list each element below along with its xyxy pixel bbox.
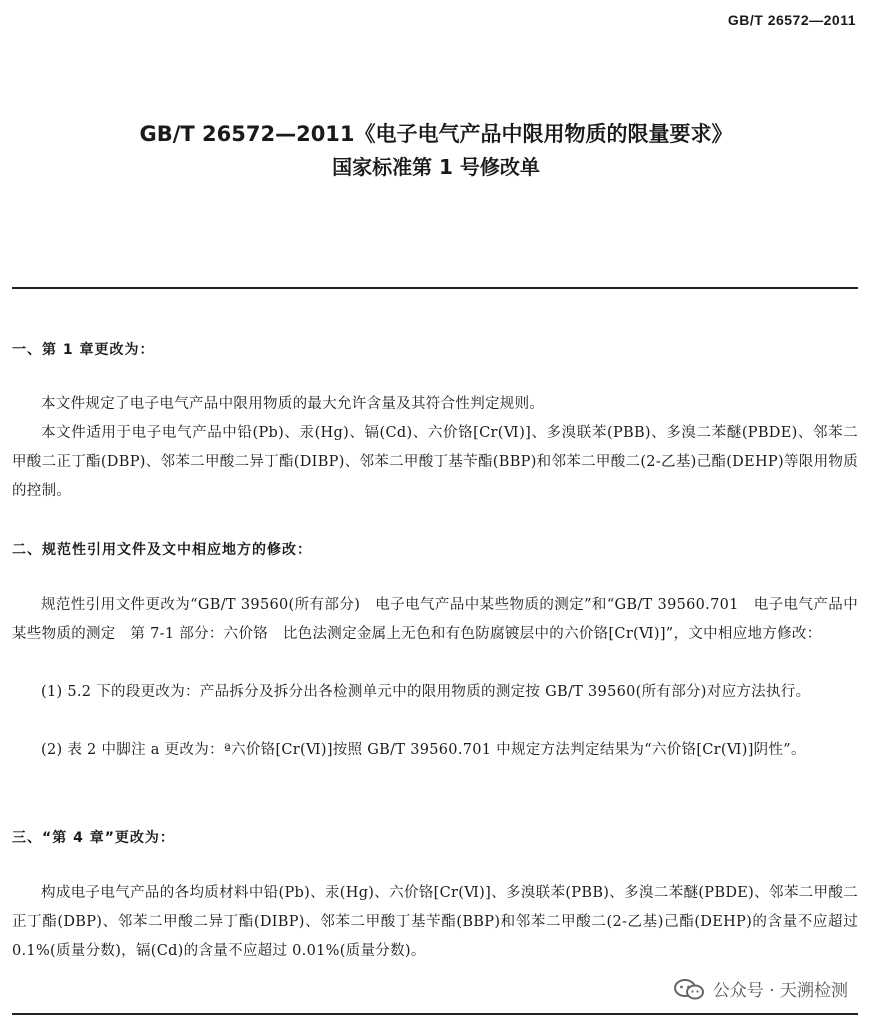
document-code: GB/T 26572—2011 xyxy=(727,12,856,28)
section-1-paragraph-1: 本文件规定了电子电气产品中限用物质的最大允许含量及其符合性判定规则。 xyxy=(41,396,545,412)
section-2-paragraph-2: (1) 5.2 下的段更改为：产品拆分及拆分出各检测单元中的限用物质的测定按 GB/T 39560(所有部分)对应方法执行。 xyxy=(41,684,811,700)
wechat-icon xyxy=(673,977,705,1001)
title-line-1: GB/T 26572—2011《电子电气产品中限用物质的限量要求》 xyxy=(139,122,733,146)
document-title xyxy=(0,118,872,184)
section-2-paragraph-1: 规范性引用文件更改为“GB/T 39560(所有部分) 电子电气产品中某些物质的测定”和“GB/T 39560.701 电子电气产品中某些物质的测定 第 7-1 部分：六价铬 比色法测定金属上无色和有色防腐镀层中的六价铬[Cr(Ⅵ)]”，文中相应地方修改： xyxy=(12,597,858,642)
section-1-heading: 一、第 1 章更改为： xyxy=(12,342,155,358)
watermark xyxy=(673,976,848,1001)
section-1-paragraph-2: 本文件适用于电子电气产品中铅(Pb)、汞(Hg)、镉(Cd)、六价铬[Cr(Ⅵ)]、多溴联苯(PBB)、多溴二苯醚(PBDE)、邻苯二甲酸二正丁酯(DBP)、邻苯二甲酸二异丁酯(DIBP)、邻苯二甲酸丁基苄酯(BBP)和邻苯二甲酸二(2-乙基)己酯(DEHP)等限用物质的控制。 xyxy=(12,425,858,499)
watermark-text: 公众号 · 天溯检测 xyxy=(712,981,848,1001)
section-3-paragraph-1: 构成电子电气产品的各均质材料中铅(Pb)、汞(Hg)、六价铬[Cr(Ⅵ)]、多溴联苯(PBB)、多溴二苯醚(PBDE)、邻苯二甲酸二正丁酯(DBP)、邻苯二甲酸二异丁酯(DIBP)、邻苯二甲酸丁基苄酯(BBP)和邻苯二甲酸二(2-乙基)己酯(DEHP)的含量不应超过 0.1%(质量分数)，镉(Cd)的含量不应超过 0.01%(质量分数)。 xyxy=(12,885,858,959)
section-2-paragraph-3: (2) 表 2 中脚注 a 更改为：ª六价铬[Cr(Ⅵ)]按照 GB/T 39560.701 中规定方法判定结果为“六价铬[Cr(Ⅵ)]阴性”。 xyxy=(41,742,806,758)
bottom-divider xyxy=(12,1013,858,1015)
top-divider xyxy=(12,287,858,289)
section-3-heading: 三、“第 4 章”更改为： xyxy=(12,830,175,846)
title-line-2: 国家标准第 1 号修改单 xyxy=(332,155,540,179)
section-2-heading: 二、规范性引用文件及文中相应地方的修改： xyxy=(12,542,312,558)
